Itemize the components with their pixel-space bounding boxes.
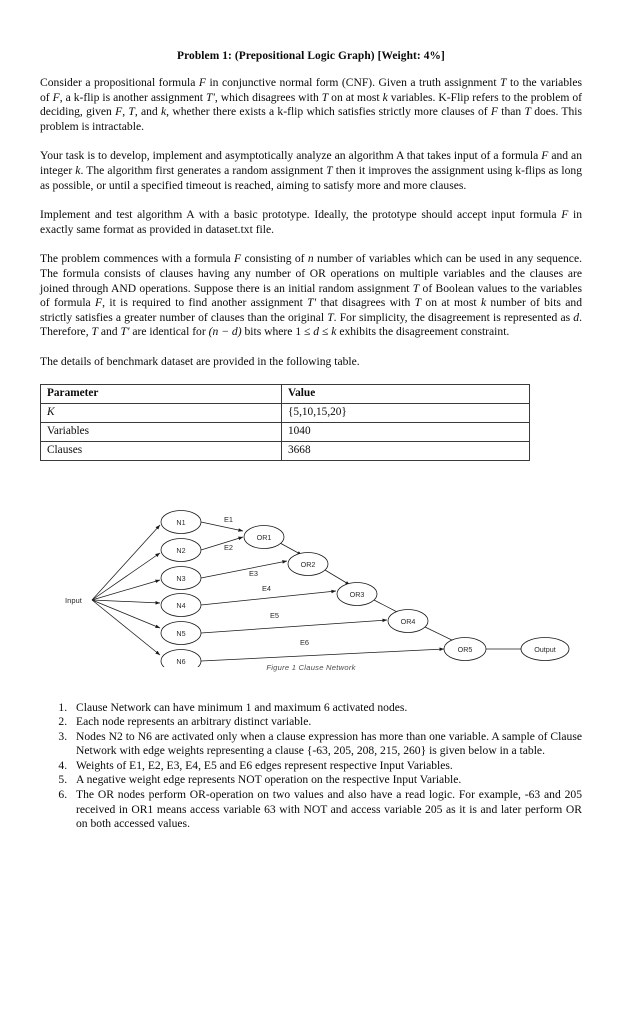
node-n3 — [161, 566, 201, 589]
paragraph-3: Implement and test algorithm A with a basic prototype. Ideally, the prototype should accept input formula F in exactly same format as provided in dataset.txt file. — [40, 208, 582, 236]
node-to-or-edges — [201, 522, 444, 661]
table-cell-parameter: K — [41, 403, 282, 422]
input-node — [65, 596, 83, 605]
document-content — [40, 50, 582, 832]
or-node-or3 — [337, 582, 377, 605]
table-cell-parameter: Variables — [41, 422, 282, 441]
input-label: Input — [65, 595, 82, 605]
node-label: N5 — [176, 628, 186, 638]
node-n1 — [161, 510, 201, 533]
table-cell-value: {5,10,15,20} — [282, 403, 530, 422]
clause-network-figure — [40, 477, 582, 677]
benchmark-table — [40, 384, 530, 461]
node-label: N4 — [176, 600, 186, 610]
or-node-label: OR3 — [349, 589, 365, 599]
node-label: N6 — [176, 656, 186, 666]
or-node-label: OR4 — [400, 616, 416, 626]
node-n6 — [161, 649, 201, 667]
benchmark-table-wrapper — [40, 384, 582, 461]
or-node-or2 — [288, 552, 328, 575]
paragraph-5: The details of benchmark dataset are provided in the following table. — [40, 354, 360, 368]
paragraph-1: Consider a propositional formula F in conjunctive normal form (CNF). Given a truth assignment T to the variables of F, a k-flip is another assignment T', which disagrees with T on at most k variables. K-Flip refers to the problem of deciding, given F, T, and k, whether there exists a k-flip which satisfies strictly more clauses of F than T does. This problem is intractable. — [40, 76, 583, 133]
paragraph-2: Your task is to develop, implement and asymptotically analyze an algorithm A that takes input of a formula F and an integer k. The algorithm first generates a random assignment T then it improves the assignment using k-flips as long as possible, or until a specified timeout is reached, aiming to satisfy more and more clauses. — [40, 149, 583, 192]
table-row — [41, 422, 530, 441]
table-cell-value: 1040 — [282, 422, 530, 441]
or-node-or4 — [388, 609, 428, 632]
output-node — [521, 637, 569, 660]
node-label: N2 — [176, 545, 186, 555]
or-node-label: OR2 — [300, 559, 316, 569]
table-header-row — [41, 384, 530, 403]
or-node-label: OR5 — [457, 644, 473, 654]
or-node-label: OR1 — [256, 532, 272, 542]
list-item: 3. Nodes N2 to N6 are activated only when a clause expression has more than one variable. A sample of Clause Network with edge weights representing a clause {-63, 205, 208, 215, 260} is given below in a table. — [70, 730, 582, 759]
edge-label-e4: E4 — [262, 583, 272, 593]
node-n5 — [161, 621, 201, 644]
list-item: 2. Each node represents an arbitrary distinct variable. — [70, 715, 582, 730]
edge-label-e6: E6 — [300, 637, 310, 647]
node-n2 — [161, 538, 201, 561]
list-item: 4. Weights of E1, E2, E3, E4, E5 and E6 edges represent respective Input Variables. — [70, 759, 582, 774]
clause-network-diagram — [40, 477, 582, 667]
edge-label-e1: E1 — [224, 514, 234, 524]
table-row — [41, 403, 530, 422]
paragraph-4: The problem commences with a formula F consisting of n number of variables which can be used in any sequence. The formula consists of clauses having any number of OR operations on multiple variables and the clauses are joined through AND operations. Suppose there is an initial random assignment T of Boolean values to the variables of formula F, it is required to find another assignment T' that disagrees with T on at most k number of bits and strictly satisfies a greater number of clauses than the original T. For simplicity, the disagreement is represented as d. Therefore, T and T' are identical for (n − d) bits where 1 ≤ d ≤ k exhibits the disagreement constraint. — [40, 252, 583, 339]
table-cell-parameter: Clauses — [41, 441, 282, 460]
edge-label-e5: E5 — [270, 610, 280, 620]
table-header-parameter: Parameter — [41, 384, 282, 403]
or-node-or1 — [244, 525, 284, 548]
output-label: Output — [534, 644, 556, 654]
variable-nodes — [161, 510, 201, 667]
node-n4 — [161, 593, 201, 616]
table-cell-value: 3668 — [282, 441, 530, 460]
table-row — [41, 441, 530, 460]
node-label: N3 — [176, 573, 186, 583]
edge-label-e3: E3 — [249, 568, 259, 578]
or-node-or5 — [444, 637, 486, 660]
or-nodes — [244, 525, 486, 660]
list-item: 6. The OR nodes perform OR-operation on two values and also have a read logic. For example, -63 and 205 received in OR1 means access variable 63 with NOT and access variable 205 as it is and later perform OR on both accessed values. — [70, 788, 582, 832]
node-label: N1 — [176, 517, 186, 527]
input-fan-edges — [92, 525, 160, 655]
list-item: 5. A negative weight edge represents NOT operation on the respective Input Variable. — [70, 773, 582, 788]
table-header-value: Value — [282, 384, 530, 403]
page-title: Problem 1: (Prepositional Logic Graph) [Weight: 4%] — [177, 50, 445, 62]
rules-list — [40, 701, 582, 832]
edge-label-e2: E2 — [224, 542, 234, 552]
list-item: 1. Clause Network can have minimum 1 and maximum 6 activated nodes. — [70, 701, 582, 716]
figure-caption: Figure 1 Clause Network — [266, 662, 356, 672]
